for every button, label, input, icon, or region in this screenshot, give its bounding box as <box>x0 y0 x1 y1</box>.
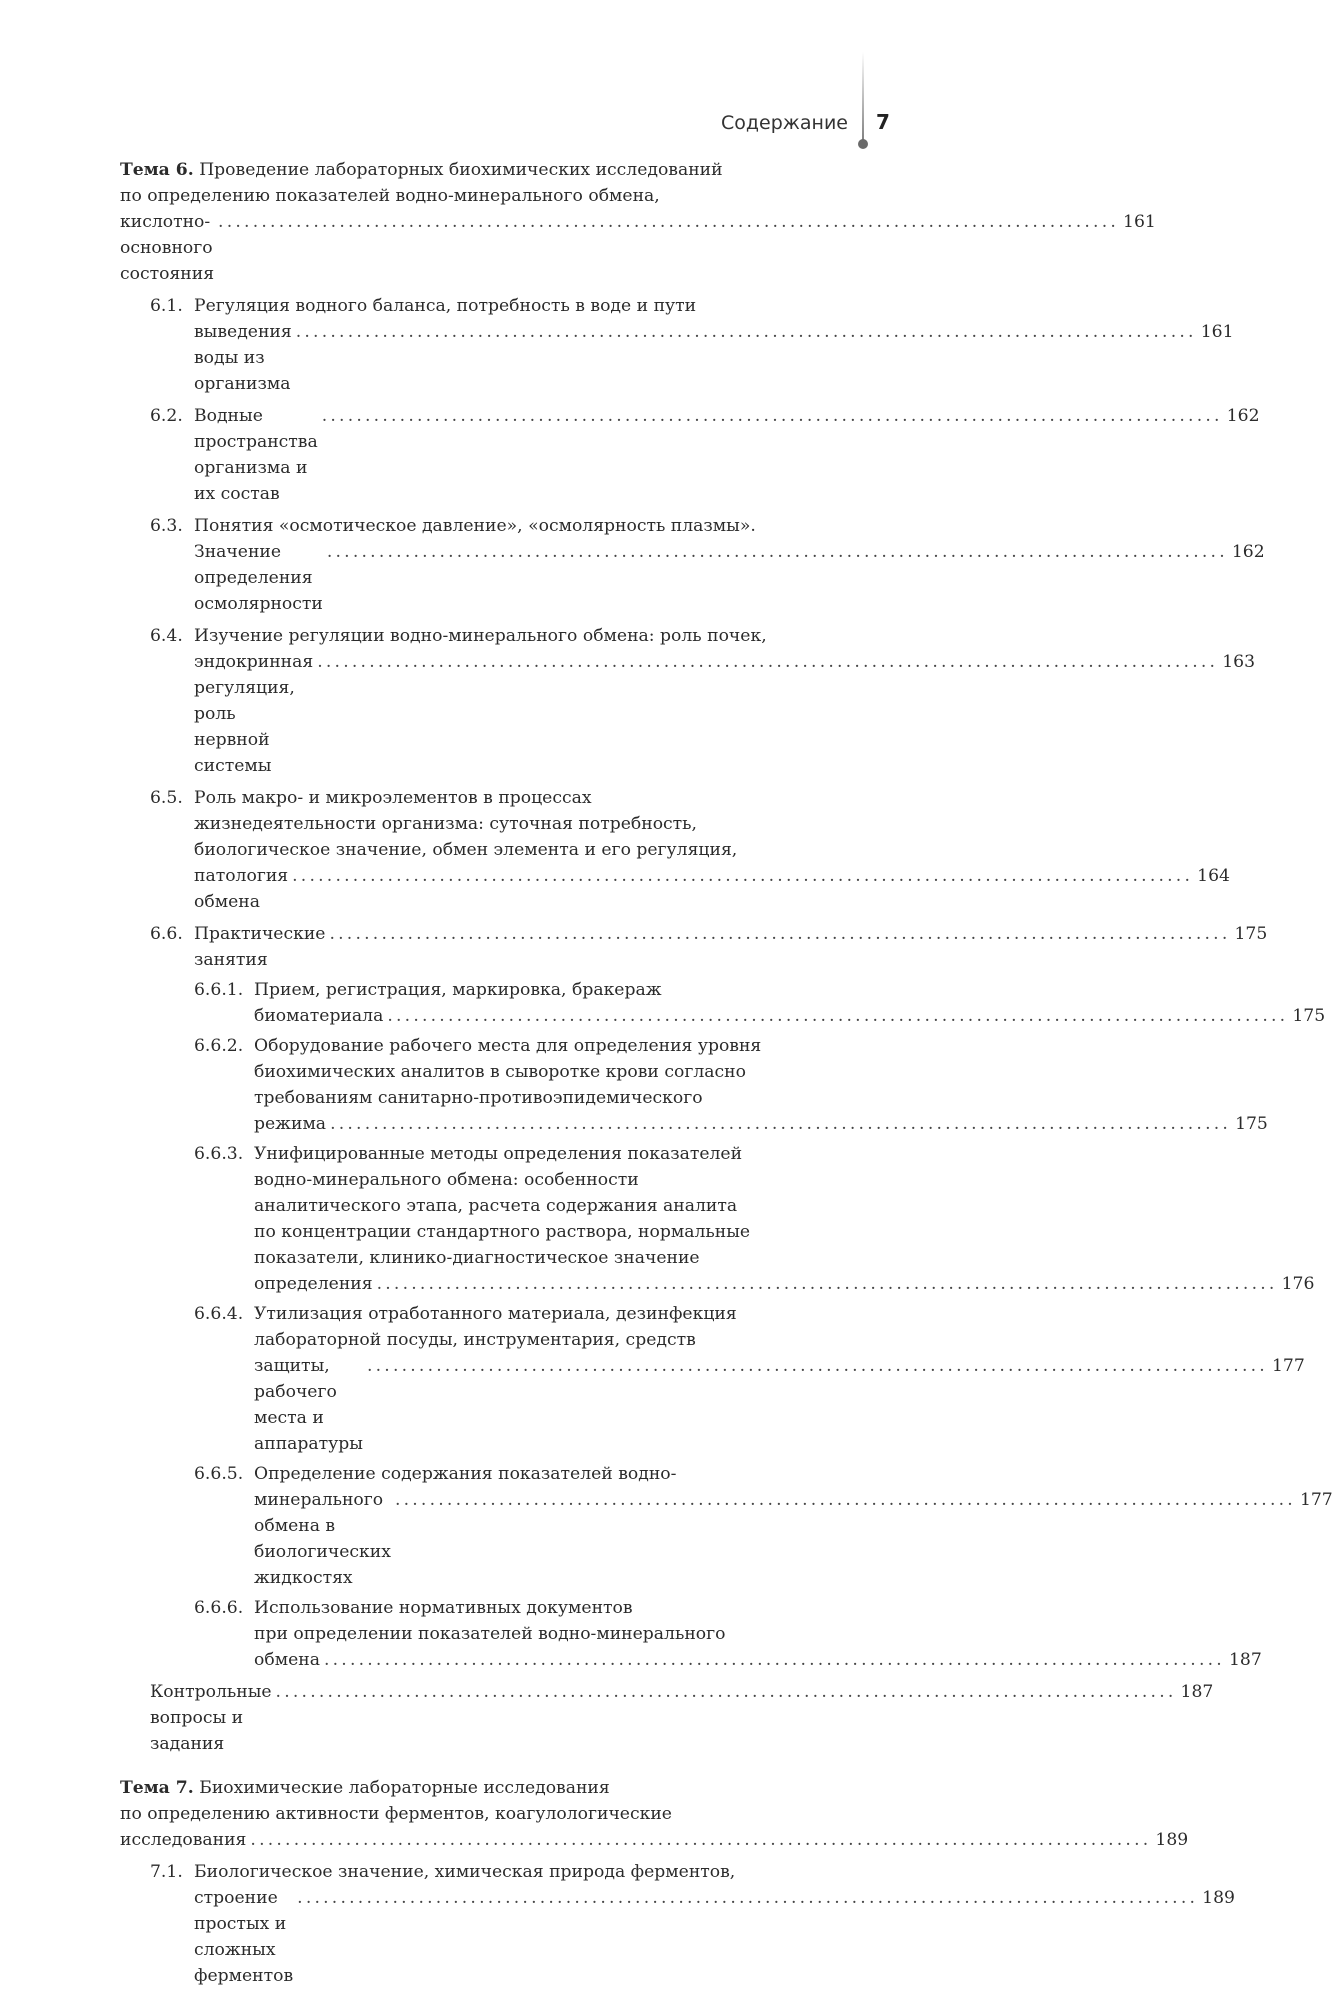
section-number: 6.4. <box>150 626 183 646</box>
toc-entry-body <box>254 1033 1268 1137</box>
toc-line-text: исследования <box>120 1830 247 1850</box>
toc-entry-body <box>194 785 1230 915</box>
toc-line-last <box>194 319 1234 397</box>
toc-entry-6-6-2[interactable] <box>194 1033 1268 1137</box>
toc-entry-6-1[interactable] <box>150 293 1234 397</box>
toc-line-last <box>194 1885 1235 1989</box>
toc-line-last <box>150 1679 1214 1757</box>
toc-line: Роль макро- и микроэлементов в процессах <box>194 788 592 808</box>
toc-entry-body <box>120 1775 1189 1853</box>
section-number: 6.6. <box>150 924 183 944</box>
dot-leader: ........................................................................................................ <box>329 924 1231 944</box>
page-number: 7 <box>876 110 890 134</box>
dot-leader: ........................................................................................................ <box>387 1006 1289 1026</box>
toc-line: Утилизация отработанного материала, дезинфекция <box>254 1304 737 1324</box>
toc-line-last <box>254 1271 1315 1297</box>
header-divider-dot <box>858 139 868 149</box>
section-number: 7.1. <box>150 1862 183 1882</box>
toc-line-text: кислотно-основного состояния <box>120 212 215 284</box>
toc-line-text: минерального обмена в биологических жидкостях <box>254 1490 391 1588</box>
dot-leader: ........................................................................................................ <box>323 1650 1225 1670</box>
toc-line-last <box>194 539 1265 617</box>
toc-page-number: 164 <box>1197 866 1230 886</box>
toc-page-number: 161 <box>1200 322 1234 342</box>
toc-line: Унифицированные методы определения показателей <box>254 1144 743 1164</box>
toc-page-number: 175 <box>1292 1006 1326 1026</box>
toc-line: Определение содержания показателей водно- <box>254 1464 677 1484</box>
dot-leader: ........................................................................................................ <box>394 1490 1296 1510</box>
theme-label: Тема 6. <box>120 160 194 180</box>
toc-entry-body <box>254 1595 1262 1673</box>
section-number: 6.6.3. <box>194 1144 244 1164</box>
toc-line-last <box>254 1647 1262 1673</box>
toc-line: по определению активности ферментов, коагулологические <box>120 1804 672 1824</box>
toc-line-last <box>120 209 1156 287</box>
toc-line-text: режима <box>254 1114 327 1134</box>
toc-line-text: биоматериала <box>254 1006 384 1026</box>
toc-line-text: защиты, рабочего места и аппаратуры <box>254 1356 363 1454</box>
toc-line: Прием, регистрация, маркировка, бракераж <box>254 980 662 1000</box>
section-number: 6.6.1. <box>194 980 244 1000</box>
toc-page-number: 162 <box>1226 406 1260 426</box>
toc-line: Регуляция водного баланса, потребность в воде и пути <box>194 296 697 316</box>
toc-entry-6-6-5[interactable] <box>194 1461 1333 1591</box>
section-number: 6.6.4. <box>194 1304 244 1324</box>
toc-line: аналитического этапа, расчета содержания аналита <box>254 1196 738 1216</box>
toc-line: Понятия «осмотическое давление», «осмолярность плазмы». <box>194 516 756 536</box>
toc-page-number: 161 <box>1123 212 1156 232</box>
dot-leader: ........................................................................................................ <box>326 542 1228 562</box>
toc-line-text: Проведение лабораторных биохимических исследований <box>199 160 723 180</box>
toc-entry-body <box>194 403 1260 507</box>
toc-page-number: 177 <box>1271 1356 1305 1376</box>
toc-line-text: Значение определения осмолярности <box>194 542 323 614</box>
toc-entry-body <box>254 1141 1315 1297</box>
toc-line: Биологическое значение, химическая природа ферментов, <box>194 1862 736 1882</box>
toc-entry-6-4[interactable] <box>150 623 1256 779</box>
toc-line: по определению показателей водно-минерального обмена, <box>120 186 660 206</box>
toc-entry-theme-7[interactable] <box>120 1775 1189 1853</box>
toc-line: по концентрации стандартного раствора, нормальные <box>254 1222 751 1242</box>
toc-page-number: 162 <box>1231 542 1265 562</box>
toc-entry-6-5[interactable] <box>150 785 1230 915</box>
toc-line-text: определения <box>254 1274 373 1294</box>
toc-line-text: обмена <box>254 1650 320 1670</box>
section-number: 6.6.2. <box>194 1036 244 1056</box>
dot-leader: ........................................................................................................ <box>366 1356 1268 1376</box>
toc-entry-6-6-4[interactable] <box>194 1301 1305 1457</box>
toc-entry-6-3[interactable] <box>150 513 1265 617</box>
dot-leader: ........................................................................................................ <box>275 1682 1177 1702</box>
toc-line-text: строение простых и сложных ферментов <box>194 1888 294 1986</box>
table-of-contents <box>120 157 1333 1989</box>
toc-entry-control-questions[interactable] <box>150 1679 1214 1757</box>
dot-leader: ........................................................................................................ <box>218 212 1120 232</box>
toc-page-number: 189 <box>1202 1888 1235 1908</box>
toc-line-last <box>120 1827 1189 1853</box>
dot-leader: ........................................................................................................ <box>321 406 1223 426</box>
toc-entry-body <box>120 157 1156 287</box>
toc-line-last <box>194 921 1268 973</box>
toc-line-text: эндокринная регуляция, роль нервной системы <box>194 652 314 776</box>
toc-line: требованиям санитарно-противоэпидемического <box>254 1088 703 1108</box>
toc-line-text: выведения воды из организма <box>194 322 292 394</box>
toc-line: биологическое значение, обмен элемента и его регуляция, <box>194 840 738 860</box>
toc-page-number: 163 <box>1222 652 1256 672</box>
toc-entry-body <box>194 623 1256 779</box>
section-number: 6.5. <box>150 788 183 808</box>
dot-leader: ........................................................................................................ <box>295 322 1197 342</box>
toc-entry-6-6[interactable] <box>150 921 1268 973</box>
toc-page-number: 187 <box>1180 1682 1214 1702</box>
toc-line-last <box>254 1111 1268 1137</box>
toc-line <box>120 1775 884 1801</box>
toc-line: лабораторной посуды, инструментария, средств <box>254 1330 696 1350</box>
toc-line: Изучение регуляции водно-минерального обмена: роль почек, <box>194 626 767 646</box>
section-number: 6.6.6. <box>194 1598 244 1618</box>
toc-line-text: Практические занятия <box>194 924 326 970</box>
section-number: 6.6.5. <box>194 1464 244 1484</box>
running-header <box>0 110 1000 144</box>
theme-label: Тема 7. <box>120 1778 194 1798</box>
toc-line: водно-минерального обмена: особенности <box>254 1170 639 1190</box>
toc-page-number: 187 <box>1228 1650 1262 1670</box>
toc-line: показатели, клинико-диагностическое значение <box>254 1248 700 1268</box>
header-divider-line <box>862 52 864 146</box>
toc-line: Использование нормативных документов <box>254 1598 633 1618</box>
toc-line: Оборудование рабочего места для определения уровня <box>254 1036 762 1056</box>
toc-line-text: Контрольные вопросы и задания <box>150 1682 272 1754</box>
dot-leader: ........................................................................................................ <box>250 1830 1152 1850</box>
dot-leader: ........................................................................................................ <box>330 1114 1232 1134</box>
toc-line-last <box>194 649 1256 779</box>
dot-leader: ........................................................................................................ <box>297 1888 1199 1908</box>
toc-line: биохимических аналитов в сыворотке крови согласно <box>254 1062 746 1082</box>
toc-line-text: Водные пространства организма и их состав <box>194 406 318 504</box>
toc-entry-body <box>194 1859 1235 1989</box>
toc-line-last <box>254 1487 1333 1591</box>
toc-entry-body <box>254 1301 1305 1457</box>
toc-line-last <box>194 863 1230 915</box>
toc-line: жизнедеятельности организма: суточная потребность, <box>194 814 697 834</box>
toc-line-text: Биохимические лабораторные исследования <box>199 1778 610 1798</box>
toc-entry-body <box>194 921 1268 973</box>
toc-page-number: 189 <box>1155 1830 1189 1850</box>
toc-page-number: 175 <box>1235 1114 1268 1134</box>
dot-leader: ........................................................................................................ <box>292 866 1194 886</box>
toc-entry-body <box>194 293 1234 397</box>
toc-entry-body <box>254 977 1326 1029</box>
toc-page-number: 176 <box>1281 1274 1315 1294</box>
running-header-title: Содержание <box>721 112 848 134</box>
toc-page-number: 175 <box>1234 924 1268 944</box>
toc-line-last <box>254 1353 1305 1457</box>
dot-leader: ........................................................................................................ <box>376 1274 1278 1294</box>
dot-leader: ........................................................................................................ <box>317 652 1219 672</box>
toc-line: при определении показателей водно-минерального <box>254 1624 726 1644</box>
toc-entry-6-6-3[interactable] <box>194 1141 1315 1297</box>
toc-line-last <box>194 403 1260 507</box>
toc-line-text: патология обмена <box>194 866 289 912</box>
section-number: 6.2. <box>150 406 183 426</box>
toc-page-number: 177 <box>1299 1490 1333 1510</box>
toc-entry-6-6-1[interactable] <box>194 977 1326 1029</box>
section-number: 6.1. <box>150 296 183 316</box>
toc-entry-body <box>254 1461 1333 1591</box>
toc-entry-body <box>150 1679 1214 1757</box>
section-number: 6.3. <box>150 516 183 536</box>
toc-entry-6-2[interactable] <box>150 403 1260 507</box>
toc-entry-theme-6[interactable] <box>120 157 1156 287</box>
toc-entry-body <box>194 513 1265 617</box>
toc-line-last <box>254 1003 1326 1029</box>
toc-line <box>120 157 884 183</box>
toc-entry-7-1[interactable] <box>150 1859 1235 1989</box>
toc-entry-6-6-6[interactable] <box>194 1595 1262 1673</box>
